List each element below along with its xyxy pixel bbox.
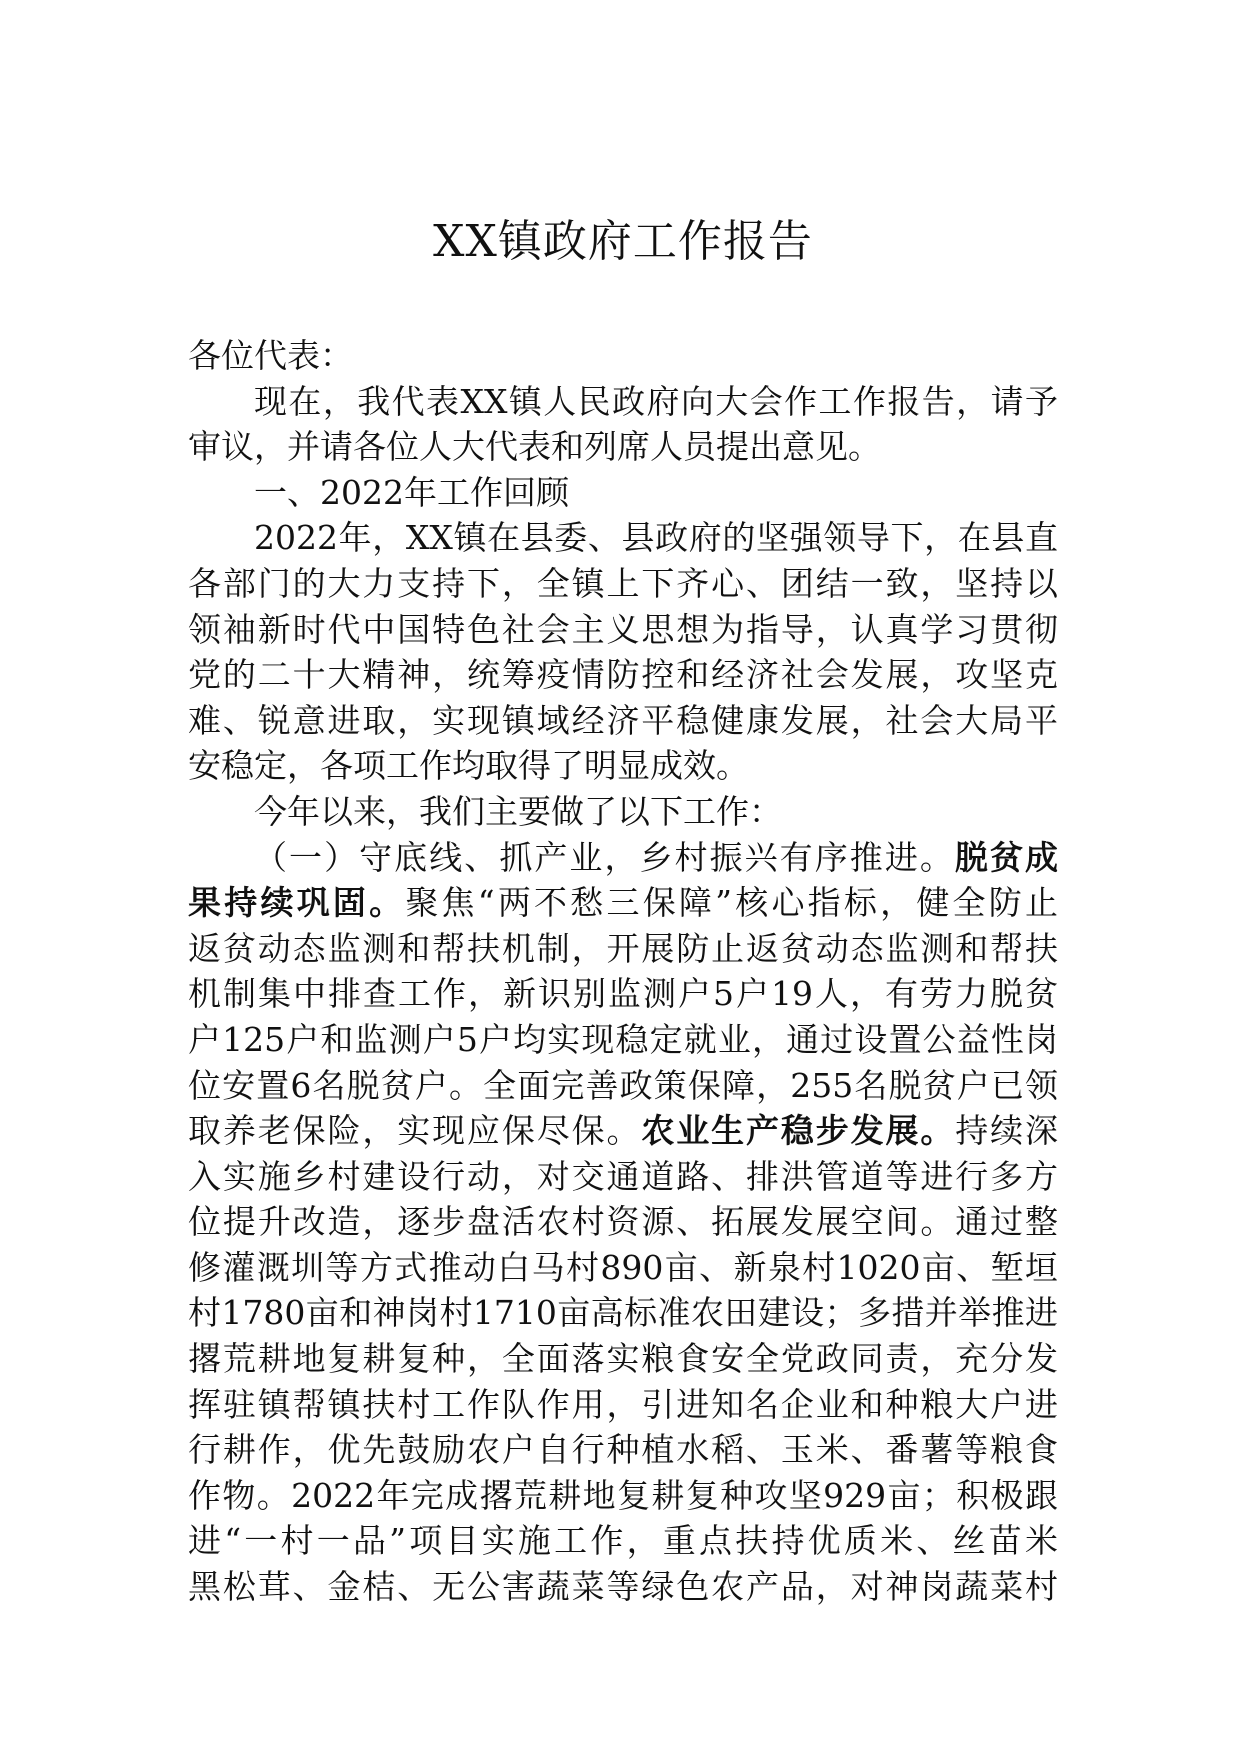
text-line	[188, 607, 1058, 653]
line-text: 审议，并请各位人大代表和列席人员提出意见。	[188, 427, 881, 467]
document-title: XX镇政府工作报告	[433, 216, 813, 267]
line-text: 党的二十大精神，统筹疫情防控和经济社会发展，攻坚克	[188, 655, 1058, 695]
bold-heading-text: 果持续巩固。	[188, 883, 406, 923]
line-text: 户125户和监测户5户均实现稳定就业，通过设置公益性岗	[188, 1019, 1058, 1059]
line-text: 作物。2022年完成撂荒耕地复耕复种攻坚929亩；积极跟	[188, 1475, 1058, 1515]
text-line	[188, 470, 1058, 516]
line-text: 挥驻镇帮镇扶村工作队作用，引进知名企业和种粮大户进	[188, 1384, 1058, 1424]
salutation: 各位代表：	[188, 336, 353, 375]
text-line	[188, 652, 1058, 698]
text-line	[188, 1245, 1058, 1291]
line-text: 村1780亩和神岗村1710亩高标准农田建设；多措并举推进	[188, 1293, 1058, 1333]
text-line	[188, 1108, 1058, 1154]
line-text: 今年以来，我们主要做了以下工作：	[254, 791, 782, 831]
line-text: 返贫动态监测和帮扶机制，开展防止返贫动态监测和帮扶	[188, 928, 1058, 968]
text-line	[188, 424, 1058, 470]
line-text: 位提升改造，逐步盘活农村资源、拓展发展空间。通过整	[188, 1202, 1058, 1242]
text-line	[188, 1518, 1058, 1564]
text-line	[188, 789, 1058, 835]
text-line	[188, 835, 1058, 881]
text-line	[188, 1336, 1058, 1382]
bold-heading-text: 脱贫成	[954, 837, 1059, 877]
line-text: （一）守底线、抓产业，乡村振兴有序推进。	[254, 837, 955, 877]
text-line	[188, 1290, 1058, 1336]
line-text: 2022年，XX镇在县委、县政府的坚强领导下，在县直	[254, 518, 1058, 558]
line-text: 现在，我代表XX镇人民政府向大会作工作报告，请予	[254, 381, 1058, 421]
text-line	[188, 880, 1058, 926]
text-line	[188, 1154, 1058, 1200]
paragraph-lines	[188, 379, 1058, 1610]
text-line	[188, 743, 1058, 789]
line-text: 撂荒耕地复耕复种，全面落实粮食安全党政同责，充分发	[188, 1339, 1058, 1379]
text-line	[188, 926, 1058, 972]
line-text: 黑松茸、金桔、无公害蔬菜等绿色农产品，对神岗蔬菜村	[188, 1567, 1058, 1607]
text-line	[188, 515, 1058, 561]
line-text: 聚焦“两不愁三保障”核心指标，健全防止	[405, 883, 1058, 923]
line-text: 机制集中排查工作，新识别监测户5户19人，有劳力脱贫	[188, 974, 1058, 1014]
line-text: 一、2022年工作回顾	[254, 472, 569, 512]
line-text: 难、锐意进取，实现镇域经济平稳健康发展，社会大局平	[188, 700, 1058, 740]
line-text: 领袖新时代中国特色社会主义思想为指导，认真学习贯彻	[188, 609, 1058, 649]
document-body	[188, 333, 1058, 1610]
text-line	[188, 1473, 1058, 1519]
bold-heading-text: 农业生产稳步发展。	[641, 1111, 956, 1151]
text-line	[188, 379, 1058, 425]
line-text: 取养老保险，实现应保尽保。	[188, 1111, 642, 1151]
text-line	[188, 1427, 1058, 1473]
text-line	[188, 1382, 1058, 1428]
line-text: 进“一村一品”项目实施工作，重点扶持优质米、丝苗米	[188, 1521, 1058, 1561]
line-text: 修灌溉圳等方式推动白马村890亩、新泉村1020亩、堑垣	[188, 1247, 1058, 1287]
line-text: 位安置6名脱贫户。全面完善政策保障，255名脱贫户已领	[188, 1065, 1058, 1105]
text-line	[188, 1017, 1058, 1063]
text-line	[188, 1063, 1058, 1109]
text-line	[188, 1564, 1058, 1610]
line-text: 安稳定，各项工作均取得了明显成效。	[188, 746, 749, 786]
line-text: 持续深	[955, 1111, 1058, 1151]
text-line	[188, 561, 1058, 607]
line-text: 各部门的大力支持下，全镇上下齐心、团结一致，坚持以	[188, 563, 1058, 603]
line-text: 行耕作，优先鼓励农户自行种植水稻、玉米、番薯等粮食	[188, 1430, 1058, 1470]
text-line	[188, 1199, 1058, 1245]
text-line	[188, 698, 1058, 744]
text-line	[188, 971, 1058, 1017]
line-text: 入实施乡村建设行动，对交通道路、排洪管道等进行多方	[188, 1156, 1058, 1196]
